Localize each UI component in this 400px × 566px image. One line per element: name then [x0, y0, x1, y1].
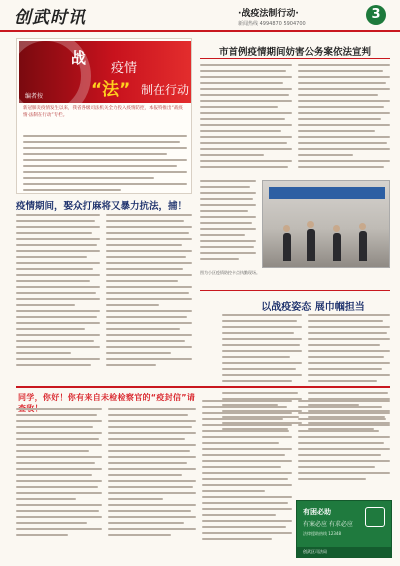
qr-code-icon: [365, 507, 385, 527]
divider: [200, 290, 390, 291]
photo-caption: 图为小区疫情防控卡点执勤现场。: [200, 270, 260, 275]
divider: [16, 386, 390, 388]
article-column: [298, 64, 390, 172]
ad-line-2: 有案必应 有求必应: [303, 521, 353, 528]
feature-body: [23, 135, 187, 195]
hero-word-1: 战: [71, 49, 87, 67]
article-column: [200, 180, 256, 264]
article-column: [16, 214, 100, 370]
article-column: [16, 408, 102, 540]
masthead-info: 新闻热线 4994870 5904700: [238, 21, 306, 27]
divider: [200, 58, 390, 59]
ad-line-1: 有困必助: [303, 508, 331, 516]
headline-left[interactable]: 疫情期间，娶众打麻将又暴力抗法，捕！: [16, 201, 188, 212]
hero-tag: 编者按: [25, 93, 44, 100]
legal-aid-advert: [296, 500, 392, 558]
hero-word-2: 疫情: [111, 61, 138, 76]
feature-block: [16, 38, 192, 194]
article-column: [108, 408, 196, 540]
masthead-section: ·战疫法制行动·: [238, 9, 299, 19]
article-column: [298, 400, 390, 484]
masthead-title: 创武时讯: [14, 8, 86, 28]
ad-line-3: 法律援助热线 12348: [303, 531, 341, 536]
article-column: [202, 400, 292, 544]
page-number-badge: 3: [366, 5, 386, 25]
article-column: [106, 214, 192, 370]
hero-word-3: “法”: [91, 80, 131, 100]
headline-right-mid[interactable]: 以战疫姿态 展巾帼担当: [261, 302, 365, 313]
ad-footer: 创武区司法局: [297, 547, 391, 557]
photo-banner: [269, 187, 385, 199]
hero-word-4: 制在行动: [141, 83, 190, 97]
headline-bottom[interactable]: 同学，你好！你有来自未检检察官的“疫封信”请: [18, 393, 196, 402]
headline-right-top[interactable]: 市首例疫情期间妨害公务案依法宣判: [218, 47, 371, 58]
feature-lead: 新冠肺炎疫情发生以来，我省各级司法机关全力投入疫情防控，本报特推出“战疫情·法制在行动”专栏。: [23, 106, 183, 118]
news-photo: [262, 180, 390, 268]
masthead: [0, 0, 400, 32]
feature-hero-banner: [19, 41, 191, 103]
article-column: [200, 64, 292, 172]
